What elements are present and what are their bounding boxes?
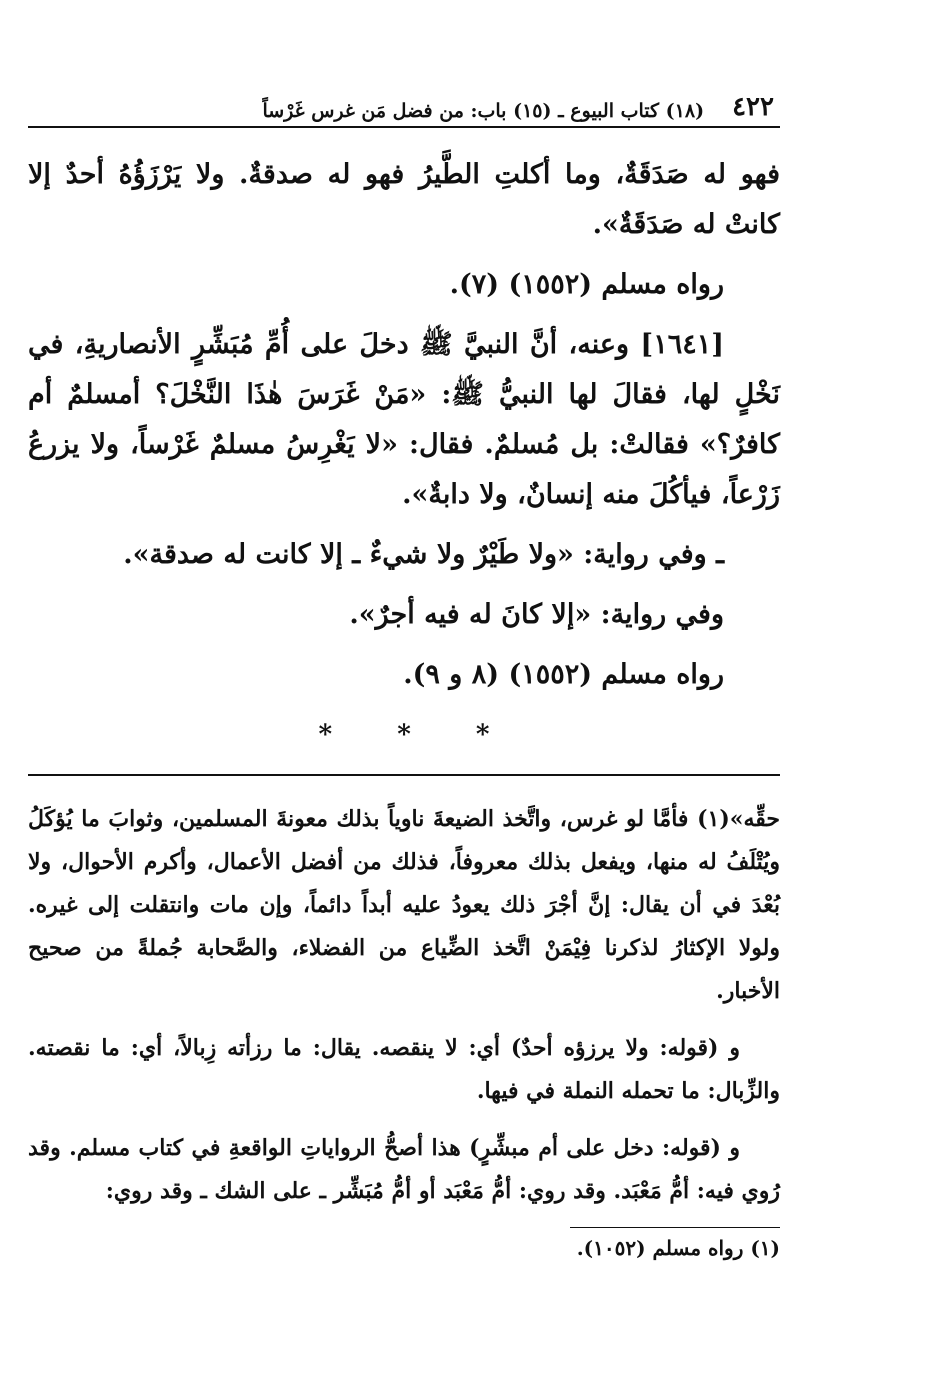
- source-reference-2: رواه مسلم (١٥٥٢) (٨ و ٩).: [403, 659, 724, 690]
- star-ornament: *: [397, 720, 411, 750]
- page-number: ٤٢٢: [732, 92, 774, 122]
- section-divider-stars: [28, 710, 780, 754]
- chapter-title: (١٨) كتاب البيوع ـ (١٥) باب: من فضل مَن غرس غَرْساً: [262, 100, 705, 122]
- narration-variant-2: وفي رواية: «إلا كانَ له فيه أجرٌ».: [349, 599, 724, 630]
- commentary: [28, 798, 780, 1213]
- footnote: (١) رواه مسلم (١٠٥٢).: [576, 1236, 780, 1260]
- commentary-separator: [28, 774, 780, 776]
- hadith-1641: [١٦٤١] وعنه، أنَّ النبيَّ ﷺ دخلَ على أُمِّ مُبَشِّرٍ الأنصاريةِ، في نَخْلٍ لها، فقالَ لها النبيُّ ﷺ: «مَنْ غَرَسَ هٰذَا النَّخْلَ؟ أمسلمٌ أم كافرٌ؟» فقالتْ: بل مُسلمٌ. فقال: «لا يَغْرِسُ مسلمٌ غَرْساً، ولا يزرعُ زَرْعاً، فيأكُلَ منه إنسانٌ، ولا دابةٌ».: [28, 329, 780, 510]
- book-page: [28, 88, 780, 1266]
- star-ornament: *: [475, 720, 490, 750]
- running-header: [28, 88, 780, 128]
- source-reference: رواه مسلم (١٥٥٢) (٧).: [449, 269, 724, 300]
- narration-variant-1: ـ وفي رواية: «ولا طَيْرٌ ولا شيءٌ ـ إلا كانت له صدقة».: [123, 539, 724, 570]
- commentary-paragraph: و (قوله: ولا يرزؤه أحدٌ) أي: لا ينقصه. يقال: ما رزأته زِبالاً، أي: ما نقصته. والزِّبال: ما تحمله النملة في فيها.: [28, 1035, 780, 1104]
- footnote-rule: [570, 1227, 780, 1228]
- main-text: [28, 150, 780, 754]
- commentary-paragraph: حقِّه»(١) فأمَّا لو غرس، واتَّخذ الضيعةَ ناوياً بذلك معونةَ المسلمين، وثوابَ ما يُؤكَلُ ويُتْلَفُ له منها، ويفعل بذلك معروفاً، فذلك من أفضل الأعمال، وأكرم الأحوال، ولا بُعْدَ في أن يقال: إنَّ أجْرَ ذلك يعودُ عليه أبداً دائماً، وإن مات وانتقلت إلى غيره. ولولا الإكثارُ لذكرنا فِيْمَنْ اتَّخذ الضِّياع من الفضلاء، والصَّحابة جُملةً من صحيح الأخبار.: [28, 806, 780, 1004]
- commentary-paragraph: و (قوله: دخل على أم مبشِّرٍ) هذا أصحُّ الرواياتِ الواقعةِ في كتاب مسلم. وقد رُوي فيه: أمُّ مَعْبَد. وقد روي: أمُّ مَعْبَد أو أمُّ مُبَشِّر ـ على الشك ـ وقد روي:: [28, 1135, 780, 1204]
- hadith-continuation: فهو له صَدَقَةٌ، وما أكلتِ الطَّيرُ فهو له صدقةٌ. ولا يَرْزَؤُهُ أحدٌ إلا كانتْ له صَدَقَةٌ».: [28, 159, 780, 240]
- star-ornament: *: [318, 720, 333, 750]
